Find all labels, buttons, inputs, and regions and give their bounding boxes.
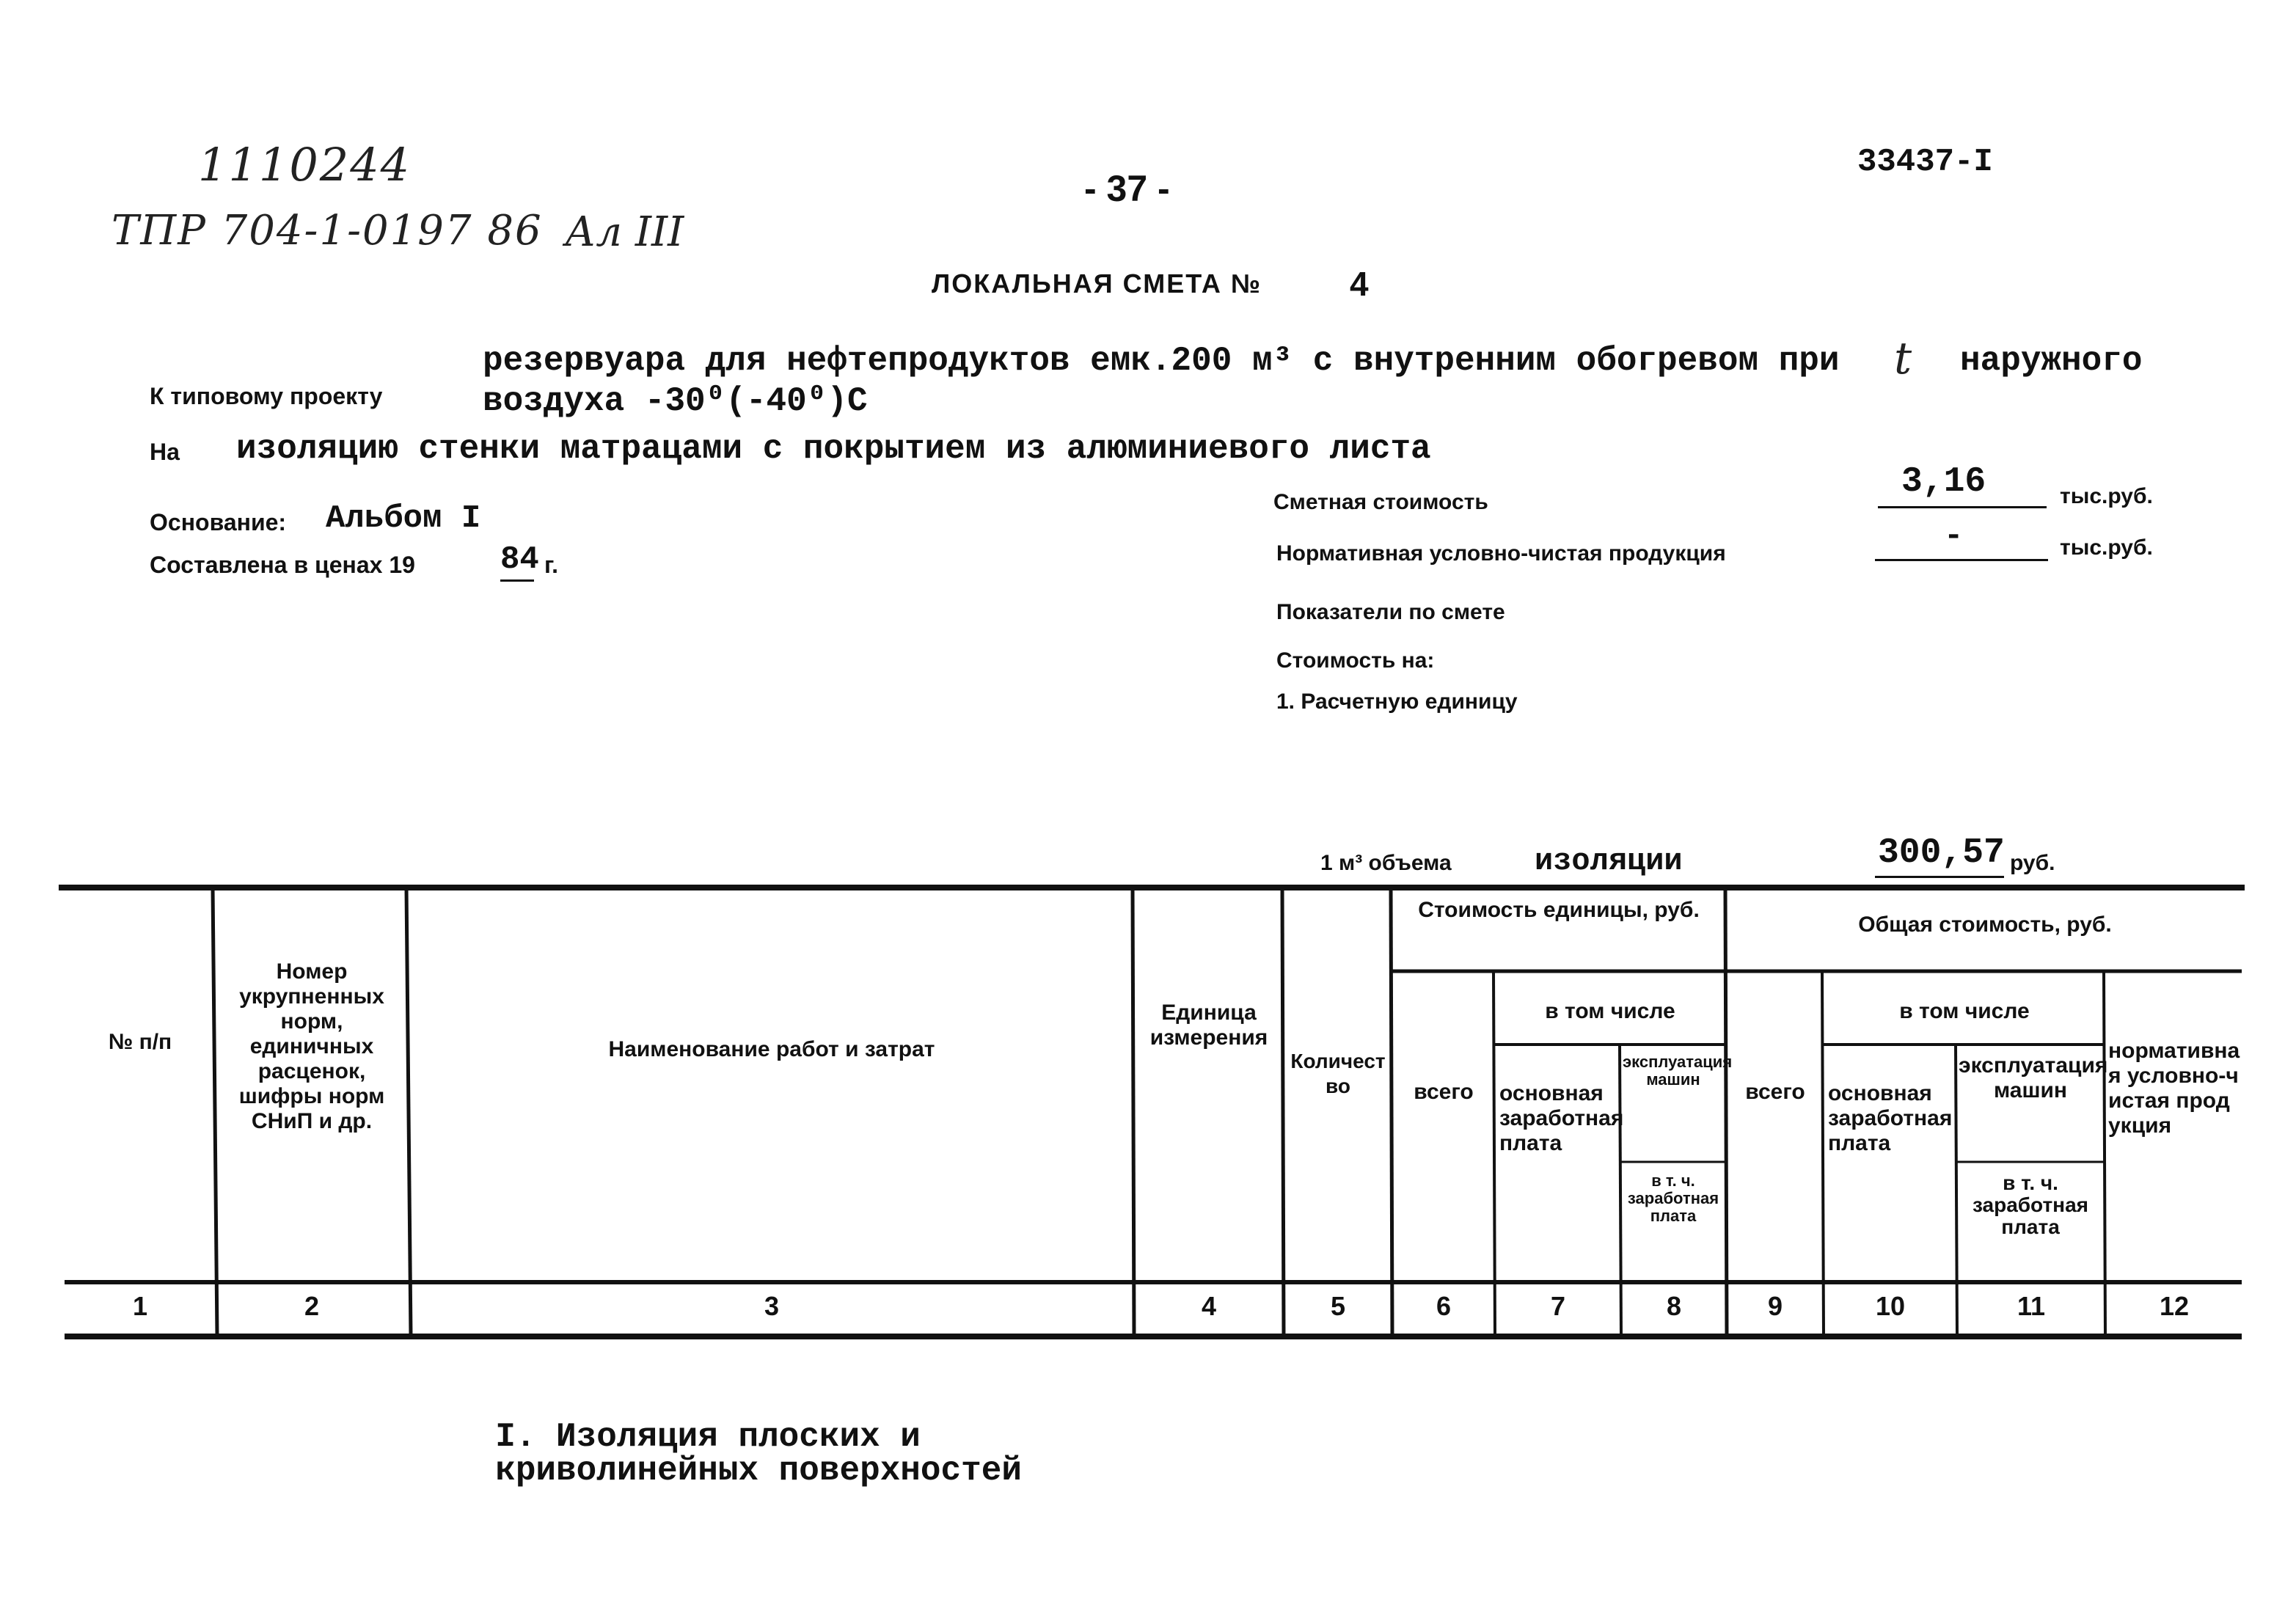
volume-prefix: 1 м³ объема bbox=[1320, 851, 1452, 875]
norm-label: Нормативная условно-чистая продукция bbox=[1276, 541, 1726, 566]
col-number-4: 4 bbox=[1201, 1291, 1217, 1321]
volume-unit: руб. bbox=[2010, 851, 2055, 875]
volume-value: 300,57 bbox=[1878, 833, 2005, 873]
col-header-incl-unit: в том числе bbox=[1545, 999, 1675, 1023]
prices-suffix: г. bbox=[544, 552, 559, 578]
cost-for-label: Стоимость на: bbox=[1276, 648, 1435, 673]
page-number: - 37 - bbox=[1084, 168, 1170, 209]
project-label: К типовому проекту bbox=[150, 383, 383, 409]
document-code: 33437-I bbox=[1857, 144, 1993, 180]
handwritten-album: Ал III bbox=[565, 208, 684, 256]
indicators-label: Показатели по смете bbox=[1276, 600, 1505, 624]
col-number-8: 8 bbox=[1666, 1291, 1682, 1321]
prices-label: Составлена в ценах 19 bbox=[150, 552, 415, 578]
col-header-total-all: всего bbox=[1745, 1080, 1805, 1104]
col-number-3: 3 bbox=[764, 1291, 780, 1321]
project-line1-tail: наружного bbox=[1960, 342, 2143, 380]
col-number-11: 11 bbox=[2017, 1291, 2046, 1321]
cost-label: Сметная стоимость bbox=[1273, 490, 1488, 514]
estimate-number: 4 bbox=[1350, 265, 1369, 303]
t-symbol: t bbox=[1894, 333, 1912, 384]
col-header-total-machines-wage: в т. ч. заработная плата bbox=[1972, 1171, 2089, 1238]
col-number-7: 7 bbox=[1550, 1291, 1566, 1321]
col-header-incl-total: в том числе bbox=[1899, 999, 2030, 1023]
col-header-net-product: нормативная условно-чистая продукция bbox=[2108, 1039, 2240, 1138]
col-header-number: № п/п bbox=[108, 1030, 172, 1054]
col-number-9: 9 bbox=[1767, 1291, 1783, 1321]
handwritten-number: 1110244 bbox=[198, 138, 412, 191]
volume-name: изоляции bbox=[1535, 844, 1683, 879]
page-title: ЛОКАЛЬНАЯ СМЕТА № bbox=[932, 268, 1262, 299]
col-header-unit-cost: Стоимость единицы, руб. bbox=[1418, 898, 1700, 922]
col-number-6: 6 bbox=[1436, 1291, 1452, 1321]
col-header-total-wage: основная заработная плата bbox=[1828, 1081, 1953, 1155]
col-header-unit-machines: эксплуатация машин bbox=[1623, 1053, 1733, 1089]
col-header-total-machines: эксплуатация машин bbox=[1959, 1053, 2108, 1102]
project-line2: воздуха -30⁰(-40⁰)С bbox=[483, 382, 868, 420]
cost-unit: тыс.руб. bbox=[2060, 484, 2153, 508]
col-header-total-cost: Общая стоимость, руб. bbox=[1858, 912, 2112, 937]
work-text: изоляцию стенки матрацами с покрытием из алюминиевого листа bbox=[236, 430, 1431, 468]
section-title bbox=[455, 1386, 1155, 1488]
calc-unit-label: 1. Расчетную единицу bbox=[1276, 690, 1518, 714]
col-header-unit-machines-wage: в т. ч. заработная плата bbox=[1627, 1171, 1719, 1225]
col-header-unit-wage: основная заработная плата bbox=[1499, 1081, 1624, 1155]
basis-value: Альбом I bbox=[326, 500, 481, 537]
norm-value: - bbox=[1944, 518, 1964, 555]
col-header-work-name: Наименование работ и затрат bbox=[608, 1037, 935, 1061]
norm-unit: тыс.руб. bbox=[2060, 535, 2153, 560]
work-label: На bbox=[150, 439, 180, 465]
project-line1: резервуара для нефтепродуктов емк.200 м³ с внутренним обогревом при bbox=[483, 342, 1840, 380]
col-header-unit: Единица измерения bbox=[1149, 1001, 1268, 1050]
col-header-unit-total: всего bbox=[1414, 1080, 1474, 1104]
col-number-12: 12 bbox=[2159, 1291, 2190, 1321]
col-number-10: 10 bbox=[1875, 1291, 1906, 1321]
handwritten-project-code: ТПР 704-1-0197 86 bbox=[111, 207, 543, 255]
prices-year: 84 bbox=[500, 541, 539, 578]
col-number-2: 2 bbox=[304, 1291, 320, 1321]
col-number-5: 5 bbox=[1330, 1291, 1346, 1321]
col-header-quantity: Количество bbox=[1290, 1050, 1386, 1097]
col-number-1: 1 bbox=[132, 1291, 148, 1321]
cost-value: 3,16 bbox=[1901, 462, 1986, 502]
section-title-text: I. Изоляция плоских и криволинейных поверхностей bbox=[495, 1418, 1022, 1490]
basis-label: Основание: bbox=[150, 509, 287, 535]
col-header-norm-code: Номер укрупненных норм, единичных расценок, шифры норм СНиП и др. bbox=[238, 959, 385, 1133]
